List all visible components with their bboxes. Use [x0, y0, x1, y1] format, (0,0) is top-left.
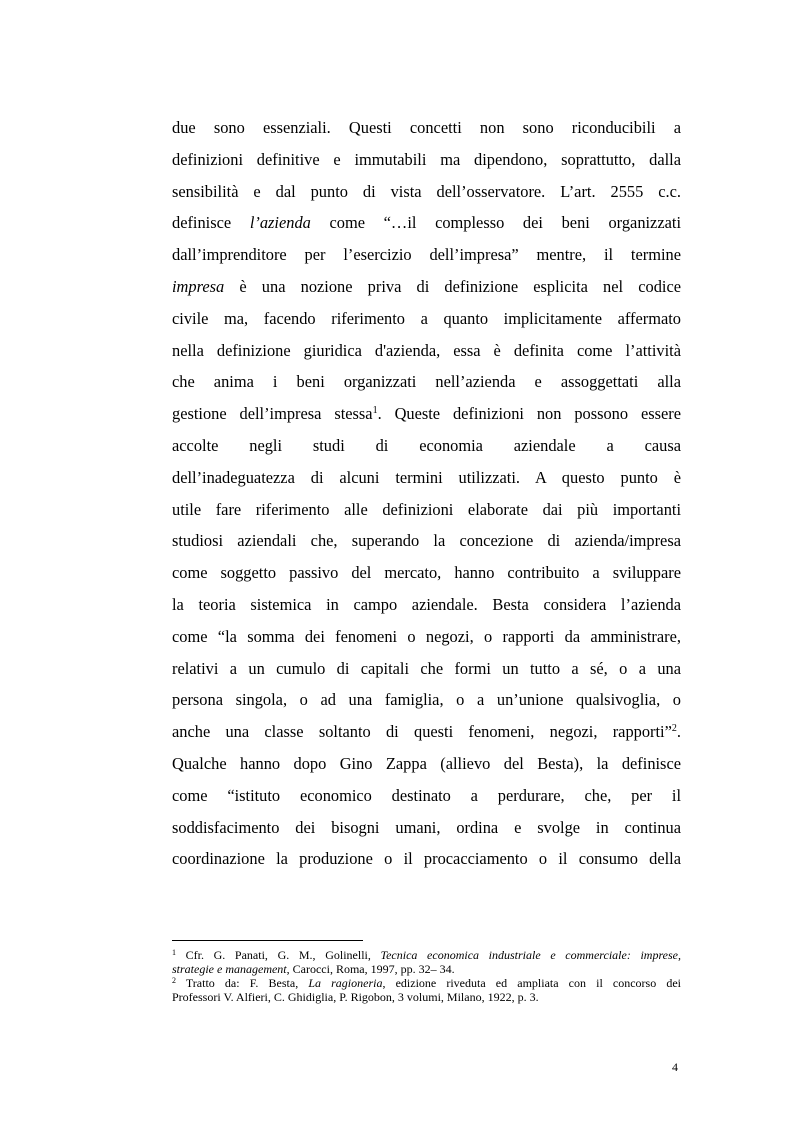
footnote-2-line-2: Professori V. Alfieri, C. Ghidiglia, P. Rigobon, 3 volumi, Milano, 1922, p. 3. — [172, 990, 539, 1004]
body-line-9: che anima i beni organizzati nell’azienda e assoggettati alla — [172, 372, 681, 392]
footnote-ref-2[interactable]: 2 — [671, 723, 677, 735]
body-line-21: Qualche hanno dopo Gino Zappa (allievo del Besta), la definisce — [172, 753, 681, 773]
body-line-22: come “istituto economico destinato a perdurare, che, per il — [172, 785, 681, 805]
body-line-24: coordinazione la produzione o il procacciamento o il consumo della — [172, 849, 681, 869]
body-line-10-end: . Queste definizioni non possono essere — [377, 404, 682, 424]
footnote-ref-1[interactable]: 1 — [372, 405, 378, 417]
body-line-8: nella definizione giuridica d'azienda, essa è definita come l’attività — [172, 340, 681, 360]
body-line-13: utile fare riferimento alle definizioni elaborate dai più importanti — [172, 499, 681, 519]
footnote-1-authors: Cfr. G. Panati, G. M., Golinelli, — [176, 948, 381, 962]
term-impresa: impresa — [172, 276, 225, 296]
body-line-19: persona singola, o ad una famiglia, o a un’unione qualsivoglia, o — [172, 690, 681, 710]
body-line-10-start: gestione dell’impresa stessa — [172, 404, 373, 424]
footnote-1-number: 1 — [172, 948, 176, 957]
body-line-5: dall’imprenditore per l’esercizio dell’impresa” mentre, il termine — [172, 245, 681, 265]
body-line-7: civile ma, facendo riferimento a quanto implicitamente affermato — [172, 308, 681, 328]
term-azienda: l’azienda — [249, 213, 311, 233]
body-line-15: come soggetto passivo del mercato, hanno contribuito a sviluppare — [172, 563, 681, 583]
footnote-2-edition: , edizione riveduta ed ampliata con il concorso dei — [382, 976, 682, 990]
footnote-1-title: Tecnica economica industriale e commerciale: imprese, — [380, 948, 682, 962]
footnote-1-line-2 — [172, 962, 681, 976]
footnotes — [172, 948, 681, 1004]
body-line-6 — [172, 271, 681, 303]
footnote-2-number: 2 — [172, 976, 176, 985]
body-line-16: la teoria sistemica in campo aziendale. Besta considera l’azienda — [172, 594, 681, 614]
body-line-17: come “la somma dei fenomeni o negozi, o rapporti da amministrare, — [172, 626, 681, 646]
body-line-11: accolte negli studi di economia aziendale a causa — [172, 435, 681, 455]
body-line-20 — [172, 716, 681, 748]
body-line-20-start: anche una classe soltanto di questi fenomeni, negozi, rapporti” — [172, 722, 672, 742]
footnote-1-line-1 — [172, 948, 681, 962]
body-line-4-end: come “…il complesso dei beni organizzati — [310, 213, 681, 233]
body-line-23: soddisfacimento dei bisogni umani, ordina e svolge in continua — [172, 817, 681, 837]
body-line-10 — [172, 398, 681, 430]
footnote-1-title-end: strategie e management — [172, 962, 287, 976]
body-line-14: studiosi aziendali che, superando la concezione di azienda/impresa — [172, 531, 681, 551]
footnote-1-publisher: , Carocci, Roma, 1997, pp. 32– 34. — [286, 962, 455, 976]
body-line-2: definizioni definitive e immutabili ma dipendono, soprattutto, dalla — [172, 149, 681, 169]
body-line-1: due sono essenziali. Questi concetti non sono riconducibili a — [172, 118, 681, 137]
body-line-4-start: definisce — [172, 213, 250, 233]
footnote-separator — [172, 940, 363, 941]
body-line-20-end: . — [676, 722, 681, 742]
body-line-18: relativi a un cumulo di capitali che formi un tutto a sé, o a una — [172, 658, 681, 678]
page-number: 4 — [672, 1060, 678, 1074]
body-line-6-end: è una nozione priva di definizione esplicita nel codice — [224, 276, 681, 296]
footnote-2-source: Tratto da: F. Besta, — [176, 976, 309, 990]
footnote-2-title: La ragioneria — [308, 976, 383, 990]
footnote-2-line-1 — [172, 976, 681, 990]
body-line-3: sensibilità e dal punto di vista dell’osservatore. L’art. 2555 c.c. — [172, 181, 681, 201]
body-text — [172, 112, 681, 875]
body-line-4 — [172, 207, 681, 239]
body-line-12: dell’inadeguatezza di alcuni termini utilizzati. A questo punto è — [172, 467, 681, 487]
